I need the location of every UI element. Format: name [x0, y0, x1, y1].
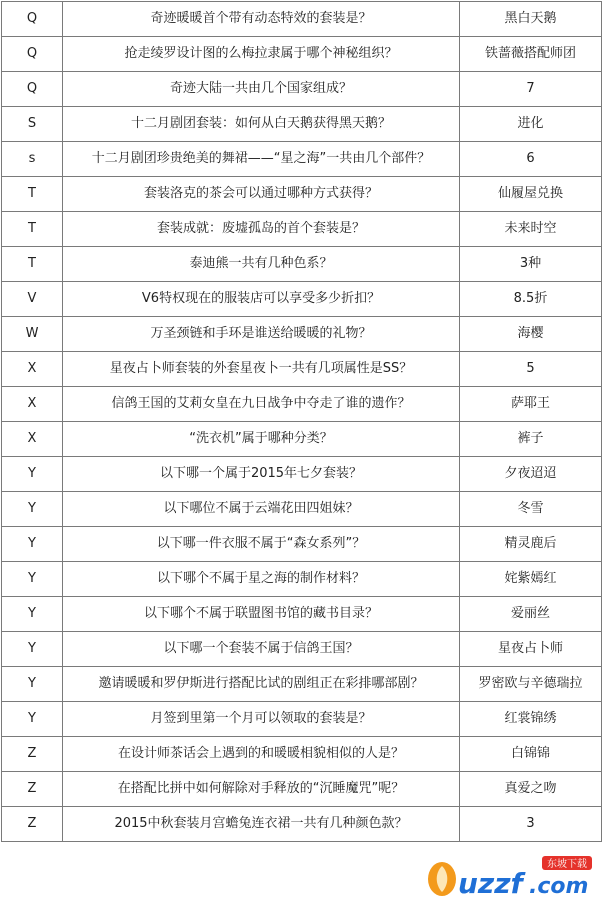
row-letter: W: [2, 317, 63, 352]
row-letter: Y: [2, 527, 63, 562]
row-answer: 7: [460, 72, 602, 107]
row-letter: Y: [2, 597, 63, 632]
row-letter: V: [2, 282, 63, 317]
row-letter: Z: [2, 772, 63, 807]
table-row: [2, 177, 602, 212]
row-answer: 裤子: [460, 422, 602, 457]
row-answer: 精灵鹿后: [460, 527, 602, 562]
row-letter: Y: [2, 632, 63, 667]
row-question: 以下哪一个套装不属于信鸽王国？: [63, 632, 460, 667]
row-answer: 夕夜迢迢: [460, 457, 602, 492]
table-row: [2, 247, 602, 282]
row-answer: 海樱: [460, 317, 602, 352]
row-letter: T: [2, 177, 63, 212]
table-row: [2, 142, 602, 177]
row-letter: Y: [2, 562, 63, 597]
row-letter: Q: [2, 72, 63, 107]
row-question: 以下哪位不属于云端花田四姐妹？: [63, 492, 460, 527]
row-letter: T: [2, 247, 63, 282]
table-row: [2, 37, 602, 72]
table-row: [2, 597, 602, 632]
row-question: 以下哪个不属于联盟图书馆的藏书目录？: [63, 597, 460, 632]
row-letter: Z: [2, 737, 63, 772]
row-letter: Y: [2, 457, 63, 492]
table-row: [2, 772, 602, 807]
row-letter: T: [2, 212, 63, 247]
row-question: 月签到里第一个月可以领取的套装是？: [63, 702, 460, 737]
row-letter: X: [2, 422, 63, 457]
qa-table: [1, 1, 602, 842]
table-row: [2, 352, 602, 387]
table-row: [2, 317, 602, 352]
table-row: [2, 72, 602, 107]
row-answer: 8.5折: [460, 282, 602, 317]
row-letter: X: [2, 352, 63, 387]
row-question: 以下哪一件衣服不属于“森女系列”？: [63, 527, 460, 562]
table-row: [2, 702, 602, 737]
row-answer: 萨耶王: [460, 387, 602, 422]
row-letter: Y: [2, 667, 63, 702]
row-answer: 罗密欧与辛德瑞拉: [460, 667, 602, 702]
row-letter: X: [2, 387, 63, 422]
row-letter: Z: [2, 807, 63, 842]
row-letter: Q: [2, 37, 63, 72]
row-question: 2015中秋套装月宫蟾兔连衣裙一共有几种颜色款？: [63, 807, 460, 842]
row-question: 以下哪个不属于星之海的制作材料？: [63, 562, 460, 597]
row-question: 套装成就：废墟孤岛的首个套装是？: [63, 212, 460, 247]
table-row: [2, 107, 602, 142]
row-question: 十二月剧团套装：如何从白天鹅获得黑天鹅？: [63, 107, 460, 142]
table-row: [2, 2, 602, 37]
row-question: 十二月剧团珍贵绝美的舞裙——“星之海”一共由几个部件？: [63, 142, 460, 177]
row-answer: 未来时空: [460, 212, 602, 247]
site-name-suffix: .com: [529, 874, 589, 899]
row-answer: 3种: [460, 247, 602, 282]
site-name-main: uzzf: [458, 867, 523, 900]
row-question: 奇迹大陆一共由几个国家组成？: [63, 72, 460, 107]
table-row: [2, 387, 602, 422]
row-answer: 真爱之吻: [460, 772, 602, 807]
row-answer: 5: [460, 352, 602, 387]
row-answer: 白锦锦: [460, 737, 602, 772]
row-question: V6特权现在的服装店可以享受多少折扣？: [63, 282, 460, 317]
row-answer: 仙履屋兑换: [460, 177, 602, 212]
row-answer: 进化: [460, 107, 602, 142]
table-row: [2, 807, 602, 842]
row-question: “洗衣机”属于哪种分类？: [63, 422, 460, 457]
row-question: 在设计师茶话会上遇到的和暖暖相貌相似的人是？: [63, 737, 460, 772]
row-letter: Y: [2, 492, 63, 527]
row-question: 邀请暖暖和罗伊斯进行搭配比试的剧组正在彩排哪部剧？: [63, 667, 460, 702]
row-question: 星夜占卜师套装的外套星夜卜一共有几项属性是SS？: [63, 352, 460, 387]
row-answer: 红裳锦绣: [460, 702, 602, 737]
table-row: [2, 282, 602, 317]
row-letter: s: [2, 142, 63, 177]
table-row: [2, 737, 602, 772]
row-question: 在搭配比拼中如何解除对手释放的“沉睡魔咒”呢？: [63, 772, 460, 807]
row-answer: 6: [460, 142, 602, 177]
row-question: 万圣颈链和手环是谁送给暖暖的礼物？: [63, 317, 460, 352]
row-question: 信鸽王国的艾莉女皇在九日战争中夺走了谁的遗作？: [63, 387, 460, 422]
table-row: [2, 492, 602, 527]
row-answer: 铁蔷薇搭配师团: [460, 37, 602, 72]
table-row: [2, 422, 602, 457]
table-row: [2, 562, 602, 597]
table-row: [2, 212, 602, 247]
row-question: 奇迹暖暖首个带有动态特效的套装是？: [63, 2, 460, 37]
table-row: [2, 667, 602, 702]
row-letter: S: [2, 107, 63, 142]
table-row: [2, 527, 602, 562]
row-letter: Y: [2, 702, 63, 737]
row-answer: 冬雪: [460, 492, 602, 527]
row-question: 抢走绫罗设计图的么梅拉隶属于哪个神秘组织？: [63, 37, 460, 72]
row-question: 以下哪一个属于2015年七夕套装？: [63, 457, 460, 492]
table-row: [2, 457, 602, 492]
row-answer: 黑白天鹅: [460, 2, 602, 37]
row-answer: 爱丽丝: [460, 597, 602, 632]
row-question: 泰迪熊一共有几种色系？: [63, 247, 460, 282]
row-answer: 3: [460, 807, 602, 842]
tag-text: 东坡下载: [547, 859, 587, 870]
qa-table-body: [2, 2, 602, 842]
table-row: [2, 632, 602, 667]
row-answer: 星夜占卜师: [460, 632, 602, 667]
row-question: 套装洛克的茶会可以通过哪种方式获得？: [63, 177, 460, 212]
uzzf-watermark-logo: [424, 852, 599, 900]
row-answer: 姹紫嫣红: [460, 562, 602, 597]
row-letter: Q: [2, 2, 63, 37]
